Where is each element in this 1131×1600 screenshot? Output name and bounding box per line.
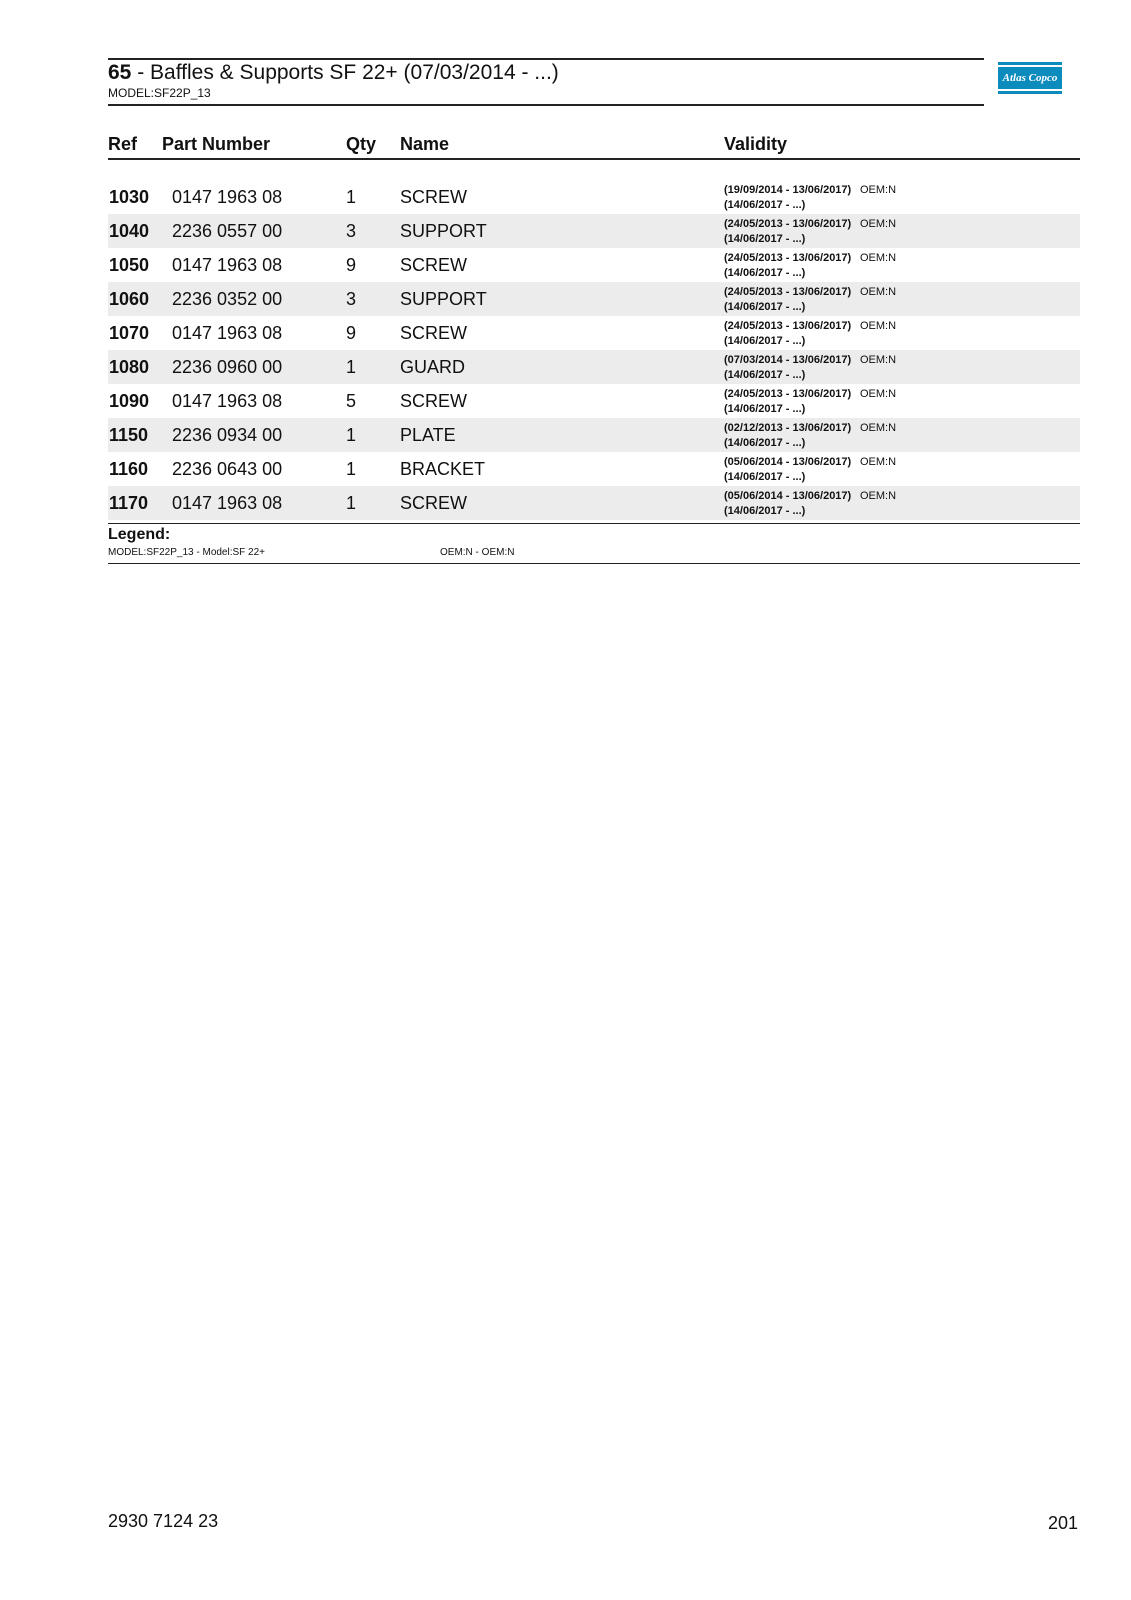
- cell-part-number: 0147 1963 08: [172, 187, 283, 207]
- cell-name: PLATE: [400, 425, 456, 445]
- cell-oem: OEM:N: [860, 388, 897, 400]
- cell-qty: 1: [346, 459, 357, 479]
- cell-oem: OEM:N: [860, 422, 897, 434]
- cell-ref: 1040: [109, 221, 150, 241]
- cell-part-number: 2236 0643 00: [172, 459, 283, 479]
- cell-part-number: 0147 1963 08: [172, 323, 283, 343]
- table-row: [108, 418, 1080, 452]
- cell-part-number: 2236 0557 00: [172, 221, 283, 241]
- cell-validity-range: (05/06/2014 - 13/06/2017): [724, 456, 852, 468]
- cell-part-number: 0147 1963 08: [172, 493, 283, 513]
- cell-validity-open: (14/06/2017 - ...): [724, 335, 806, 347]
- cell-ref: 1060: [109, 289, 150, 309]
- cell-validity-open: (14/06/2017 - ...): [724, 437, 806, 449]
- table-body: [108, 180, 1080, 520]
- cell-qty: 1: [346, 187, 357, 207]
- column-header-qty: Qty: [346, 134, 377, 154]
- cell-part-number: 2236 0960 00: [172, 357, 283, 377]
- cell-validity-range: (02/12/2013 - 13/06/2017): [724, 422, 852, 434]
- parts-table: [108, 128, 1080, 517]
- cell-qty: 9: [346, 323, 357, 343]
- cell-validity-open: (14/06/2017 - ...): [724, 199, 806, 211]
- cell-ref: 1160: [109, 459, 149, 479]
- cell-name: SCREW: [400, 255, 467, 275]
- page-header: [108, 58, 984, 106]
- cell-validity-open: (14/06/2017 - ...): [724, 471, 806, 483]
- table-row: [108, 350, 1080, 384]
- cell-name: GUARD: [400, 357, 466, 377]
- cell-ref: 1080: [109, 357, 150, 377]
- cell-qty: 1: [346, 357, 357, 377]
- cell-validity-open: (14/06/2017 - ...): [724, 505, 806, 517]
- document-number: 2930 7124 23: [108, 1511, 219, 1531]
- model-label: MODEL:SF22P_13: [108, 86, 211, 100]
- cell-validity-range: (24/05/2013 - 13/06/2017): [724, 252, 852, 264]
- legend: [108, 523, 1080, 564]
- table-header: [108, 128, 1080, 160]
- cell-qty: 3: [346, 289, 357, 309]
- cell-oem: OEM:N: [860, 184, 897, 196]
- cell-oem: OEM:N: [860, 286, 897, 298]
- cell-ref: 1090: [109, 391, 150, 411]
- cell-part-number: 0147 1963 08: [172, 255, 283, 275]
- cell-validity-range: (19/09/2014 - 13/06/2017): [724, 184, 852, 196]
- table-row: [108, 248, 1080, 282]
- cell-validity-range: (24/05/2013 - 13/06/2017): [724, 286, 852, 298]
- column-header-part-number: Part Number: [162, 134, 271, 154]
- cell-part-number: 2236 0934 00: [172, 425, 283, 445]
- cell-qty: 1: [346, 425, 357, 445]
- legend-oem-entry: OEM:N - OEM:N: [440, 547, 515, 558]
- cell-ref: 1150: [109, 425, 149, 445]
- table-row: [108, 384, 1080, 418]
- cell-oem: OEM:N: [860, 252, 897, 264]
- logo-band-bottom: [998, 91, 1062, 94]
- legend-model-entry: MODEL:SF22P_13 - Model:SF 22+: [108, 547, 266, 558]
- cell-ref: 1050: [109, 255, 150, 275]
- cell-name: BRACKET: [400, 459, 486, 479]
- cell-qty: 9: [346, 255, 357, 275]
- cell-oem: OEM:N: [860, 354, 897, 366]
- table-row: [108, 452, 1080, 486]
- atlas-copco-logo: [998, 62, 1062, 94]
- section-title: - Baffles & Supports SF 22+ (07/03/2014 - ...): [131, 61, 559, 84]
- logo-band-top: [998, 62, 1062, 65]
- cell-ref: 1030: [109, 187, 150, 207]
- column-header-ref: Ref: [108, 134, 138, 154]
- cell-validity-range: (07/03/2014 - 13/06/2017): [724, 354, 852, 366]
- cell-part-number: 0147 1963 08: [172, 391, 283, 411]
- cell-validity-open: (14/06/2017 - ...): [724, 369, 806, 381]
- cell-oem: OEM:N: [860, 456, 897, 468]
- cell-ref: 1070: [109, 323, 150, 343]
- cell-validity-range: (24/05/2013 - 13/06/2017): [724, 388, 852, 400]
- cell-name: SUPPORT: [400, 221, 487, 241]
- column-header-validity: Validity: [724, 134, 788, 154]
- cell-oem: OEM:N: [860, 218, 897, 230]
- cell-validity-open: (14/06/2017 - ...): [724, 301, 806, 313]
- cell-validity-range: (24/05/2013 - 13/06/2017): [724, 218, 852, 230]
- cell-name: SCREW: [400, 493, 467, 513]
- cell-qty: 3: [346, 221, 357, 241]
- table-row: [108, 180, 1080, 214]
- cell-qty: 1: [346, 493, 357, 513]
- table-row: [108, 486, 1080, 520]
- cell-oem: OEM:N: [860, 320, 897, 332]
- cell-validity-range: (05/06/2014 - 13/06/2017): [724, 490, 852, 502]
- logo-text: Atlas Copco: [998, 67, 1062, 89]
- cell-validity-open: (14/06/2017 - ...): [724, 403, 806, 415]
- cell-qty: 5: [346, 391, 357, 411]
- cell-validity-range: (24/05/2013 - 13/06/2017): [724, 320, 852, 332]
- table-row: [108, 282, 1080, 316]
- cell-name: SCREW: [400, 187, 467, 207]
- cell-name: SUPPORT: [400, 289, 487, 309]
- page-title: [108, 60, 559, 86]
- page-number: 201: [1048, 1513, 1079, 1533]
- cell-ref: 1170: [109, 493, 149, 513]
- cell-name: SCREW: [400, 391, 467, 411]
- column-header-name: Name: [400, 134, 450, 154]
- cell-oem: OEM:N: [860, 490, 897, 502]
- cell-validity-open: (14/06/2017 - ...): [724, 233, 806, 245]
- table-row: [108, 316, 1080, 350]
- cell-part-number: 2236 0352 00: [172, 289, 283, 309]
- table-row: [108, 214, 1080, 248]
- legend-title: Legend:: [108, 526, 171, 543]
- cell-validity-open: (14/06/2017 - ...): [724, 267, 806, 279]
- section-number: 65: [108, 61, 132, 84]
- cell-name: SCREW: [400, 323, 467, 343]
